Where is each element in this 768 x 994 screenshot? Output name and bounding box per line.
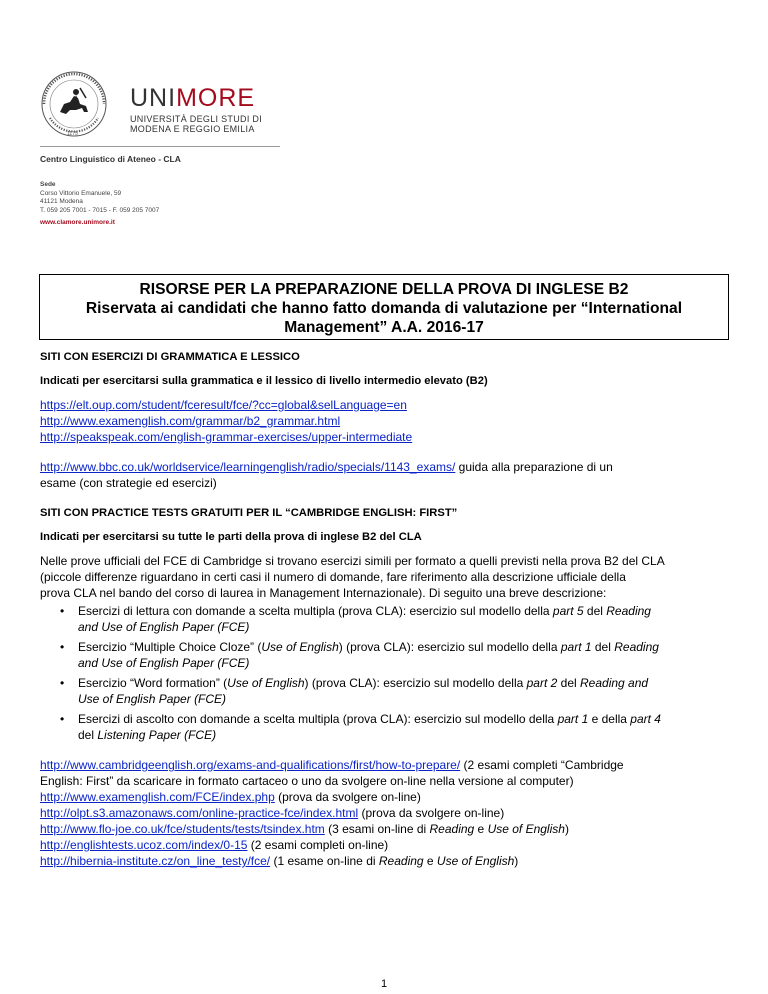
link-englishtests[interactable]: http://englishtests.ucoz.com/index/0-15 (40, 838, 248, 852)
resource-cambridge: http://www.cambridgeenglish.org/exams-and-qualifications/first/how-to-prepare/ (2 esami completi “Cambridge English: First” da scaricare in formato cartaceo o uno da svolgere on-line nella versione al computer) (40, 758, 624, 788)
section-heading-tests: SITI CON PRACTICE TESTS GRATUITI PER IL “CAMBRIDGE ENGLISH: FIRST” (40, 507, 458, 519)
intro-line: prova CLA nel bando del corso di laurea in Management Internazionale). Di seguito una breve descrizione: (40, 586, 607, 600)
brand-wordmark (130, 86, 262, 111)
document-title (39, 274, 729, 340)
title-line-2: Riservata ai candidati che hanno fatto domanda di valutazione per “International (85, 300, 683, 317)
link-examenglish-grammar[interactable]: http://www.examenglish.com/grammar/b2_grammar.html (40, 414, 341, 428)
intro-line: Nelle prove ufficiali del FCE di Cambridge si trovano esercizi simili per formato a quelli previsti nella prova B2 del CLA (40, 554, 665, 568)
address-label: Sede (40, 181, 56, 188)
brand-subtitle-1: UNIVERSITÀ DEGLI STUDI DI (130, 114, 263, 124)
brand-more: MORE (176, 84, 256, 112)
address-phone: T. 059 205 7001 - 7015 - F. 059 205 7007 (40, 206, 160, 214)
bbc-text-2: esame (con strategie ed esercizi) (40, 476, 217, 490)
resource-examenglish: http://www.examenglish.com/FCE/index.php (prova da svolgere on-line) (40, 790, 421, 804)
link-olpt[interactable]: http://olpt.s3.amazonaws.com/online-practice-fce/index.html (40, 806, 359, 820)
resource-olpt: http://olpt.s3.amazonaws.com/online-practice-fce/index.html (prova da svolgere on-line) (40, 806, 505, 820)
intro-line: (piccole differenze riguardano in certi casi il numero di domande, fare riferimento alla descrizione ufficiale della (40, 570, 626, 584)
resource-flojoe: http://www.flo-joe.co.uk/fce/students/tests/tsindex.htm (3 esami on-line di Reading e Use of English) (40, 822, 569, 836)
website-link[interactable]: www.clamore.unimore.it (40, 219, 115, 226)
page-number: 1 (380, 978, 388, 990)
resource-hibernia: http://hibernia-institute.cz/on_line_testy/fce/ (1 esame on-line di Reading e Use of English) (40, 854, 519, 868)
link-speakspeak[interactable]: http://speakspeak.com/english-grammar-exercises/upper-intermediate (40, 430, 413, 444)
address-line: 41121 Modena (40, 198, 83, 205)
brand-subtitle-2: MODENA E REGGIO EMILIA (130, 124, 255, 134)
university-brand (130, 86, 262, 134)
header-divider (40, 146, 280, 147)
title-line-1: RISORSE PER LA PREPARAZIONE DELLA PROVA DI INGLESE B2 (139, 281, 629, 298)
list-item: • Esercizi di ascolto con domande a scelta multipla (prova CLA): esercizio sul modello della part 1 e della part 4 del Listening Paper (FCE) (40, 711, 732, 743)
seal-year: 1175 (67, 131, 78, 137)
section-subheading-tests: Indicati per esercitarsi su tutte le parti della prova di inglese B2 del CLA (40, 531, 422, 543)
center-name: Centro Linguistico di Ateneo - CLA (40, 154, 181, 164)
exercise-list (40, 603, 732, 743)
list-item: • Esercizi di lettura con domande a scelta multipla (prova CLA): esercizio sul modello della part 5 del Reading and Use of English Paper (FCE) (40, 603, 732, 635)
bbc-text: guida alla preparazione di un (455, 460, 613, 474)
address-line: Corso Vittorio Emanuele, 59 (40, 189, 122, 197)
section-subheading-grammar: Indicati per esercitarsi sulla grammatica e il lessico di livello intermedio elevato (B2) (40, 375, 488, 387)
link-cambridge[interactable]: http://www.cambridgeenglish.org/exams-and-qualifications/first/how-to-prepare/ (40, 758, 461, 772)
link-flojoe[interactable]: http://www.flo-joe.co.uk/fce/students/tests/tsindex.htm (40, 822, 325, 836)
brand-uni: UNI (130, 84, 177, 112)
address-block (40, 181, 159, 215)
document-body (40, 349, 732, 869)
resource-englishtests: http://englishtests.ucoz.com/index/0-15 (2 esami completi on-line) (40, 838, 389, 852)
link-hibernia[interactable]: http://hibernia-institute.cz/on_line_testy/fce/ (40, 854, 271, 868)
title-line-3: Management” A.A. 2016-17 (284, 319, 484, 336)
link-bbc[interactable]: http://www.bbc.co.uk/worldservice/learningenglish/radio/specials/1143_exams/ (40, 460, 456, 474)
link-oup[interactable]: https://elt.oup.com/student/fceresult/fce/?cc=global&selLanguage=en (40, 398, 407, 412)
list-item: • Esercizio “Word formation” (Use of English) (prova CLA): esercizio sul modello della part 2 del Reading and Use of English Paper (FCE) (40, 675, 732, 707)
link-examenglish-fce[interactable]: http://www.examenglish.com/FCE/index.php (40, 790, 275, 804)
section-heading-grammar: SITI CON ESERCIZI DI GRAMMATICA E LESSICO (40, 351, 300, 363)
list-item: • Esercizio “Multiple Choice Cloze” (Use of English) (prova CLA): esercizio sul modello della part 1 del Reading and Use of English Paper (FCE) (40, 639, 732, 671)
bbc-paragraph (40, 459, 732, 491)
